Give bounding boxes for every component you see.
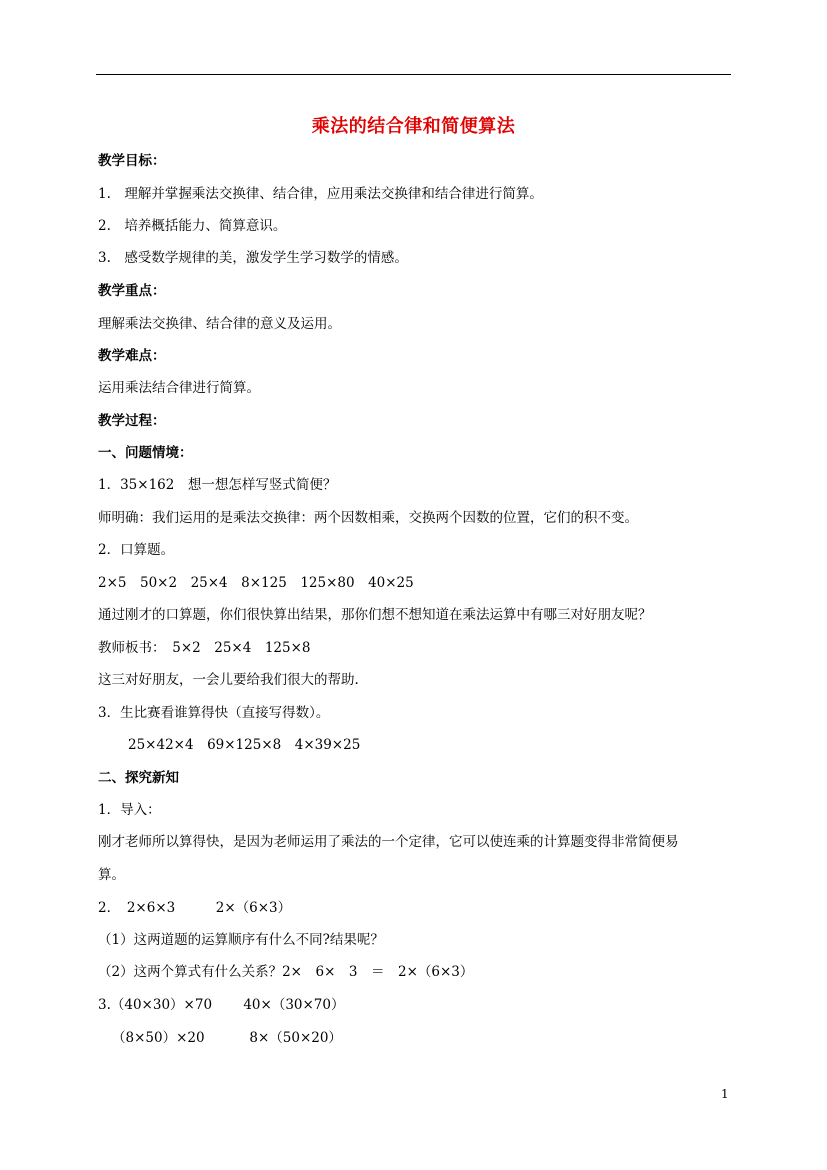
- sub-question-2: （2）这两个算式有什么关系？2× 6× 3 ＝ 2×（6×3）: [98, 964, 474, 980]
- page-number: 1: [721, 1087, 729, 1101]
- question-text: 通过刚才的口算题，你们很快算出结果，那你们想不想知道在乘法运算中有哪三对好朋友呢？: [98, 607, 652, 623]
- expression-pair-3: （8×50）×20 8×（50×20）: [112, 1030, 342, 1046]
- goal-item-2: 2. 培养概括能力、简算意识。: [98, 218, 287, 234]
- expression-pair-1: 2． 2×6×3 2×（6×3）: [98, 900, 292, 916]
- problem-2: 2．口算题。: [98, 542, 175, 558]
- heading-teaching-goals: 教学目标：: [98, 153, 166, 169]
- heading-difficulties: 教学难点：: [98, 348, 166, 364]
- heading-process: 教学过程：: [98, 413, 166, 429]
- goal-item-3: 3. 感受数学规律的美，激发学生学习数学的情感。: [98, 250, 408, 266]
- expression-pair-2: 3.（40×30）×70 40×（30×70）: [98, 997, 345, 1013]
- problem-1: 1．35×162 想一想怎样写竖式简便？: [98, 477, 337, 493]
- section-2-heading: 二、探究新知: [98, 770, 179, 786]
- heading-key-points: 教学重点：: [98, 283, 166, 299]
- difficulties-text: 运用乘法结合律进行简算。: [98, 380, 260, 396]
- problem-3: 3．生比赛看谁算得快（直接写得数）。: [98, 705, 330, 721]
- intro-text-2: 算。: [98, 867, 125, 883]
- section-1-heading: 一、问题情境：: [98, 445, 193, 461]
- document-title: 乘法的结合律和简便算法: [311, 116, 516, 137]
- goal-item-1: 1. 理解并掌握乘法交换律、结合律，应用乘法交换律和结合律进行简算。: [98, 186, 543, 202]
- board-writing: 教师板书： 5×2 25×4 125×8: [98, 640, 311, 656]
- oral-calc-list: 2×5 50×2 25×4 8×125 125×80 40×25: [98, 575, 414, 591]
- teacher-clarify: 师明确：我们运用的是乘法交换律：两个因数相乘，交换两个因数的位置，它们的积不变。: [98, 510, 638, 526]
- header-rule: [96, 74, 731, 75]
- race-calc-list: 25×42×4 69×125×8 4×39×25: [128, 737, 361, 753]
- key-points-text: 理解乘法交换律、结合律的意义及运用。: [98, 316, 341, 332]
- intro-label: 1．导入：: [98, 802, 161, 818]
- intro-text-1: 刚才老师所以算得快，是因为老师运用了乘法的一个定律，它可以使连乘的计算题变得非常简便易: [98, 834, 679, 850]
- sub-question-1: （1）这两道题的运算顺序有什么不同?结果呢？: [98, 932, 384, 948]
- friends-text: 这三对好朋友，一会儿要给我们很大的帮助.: [98, 672, 359, 688]
